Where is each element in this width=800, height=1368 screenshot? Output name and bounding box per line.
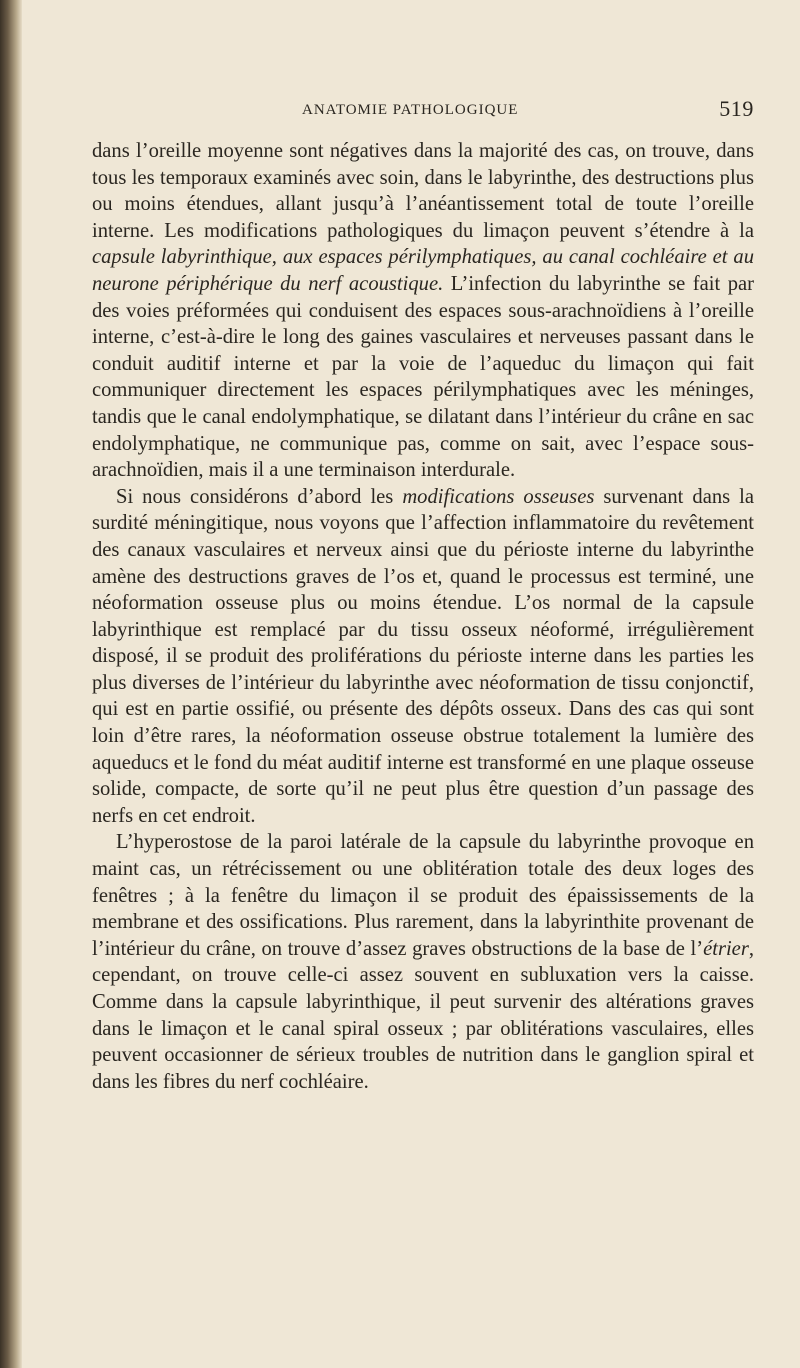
paragraph-1-text-b: L’infection du labyrinthe se fait par des voies préformées qui conduisent des espaces sous-arachnoïdiens à l’oreille interne, c’est-à-dire le long des gaines vasculaires et nerveuses passant dans le conduit auditif interne et par la voie de l’aqueduc du limaçon qui fait communiquer directement les espaces périlymphatiques avec les méninges, tandis que le canal endolymphatique, se dilatant dans l’intérieur du crâne en sac endolymphatique, ne communique pas, comme on sait, avec l’espace sous-arachnoïdien, mais il a une terminaison interdurale. [92, 272, 755, 482]
paragraph-1-text-a: dans l’oreille moyenne sont négatives dans la majorité des cas, on trouve, dans tous les temporaux examinés avec soin, dans le labyrinthe, des destructions plus ou moins étendues, allant jusqu’à l’anéantissement total de toute l’oreille interne. Les modifications pathologiques du limaçon peuvent s’étendre à la [92, 140, 754, 242]
running-title: ANATOMIE PATHOLOGIQUE [302, 102, 519, 118]
book-page [92, 96, 754, 1095]
running-header [92, 96, 754, 130]
paragraph-3-text-b: , cependant, on trouve celle-ci assez souvent en subluxation vers la caisse. Comme dans la capsule labyrinthique, il peut survenir des altérations graves dans le limaçon et le canal spiral osseux ; par oblitérations vasculaires, elles peuvent occasionner de sérieux troubles de nutrition dans le ganglion spiral et dans les fibres du nerf cochléaire. [92, 937, 754, 1093]
paragraph-3-italic: étrier [703, 937, 749, 960]
paragraph-2-text-b: survenant dans la surdité méningitique, nous voyons que l’affection inflammatoire du revêtement des canaux vasculaires et nerveux ainsi que du périoste interne du labyrinthe amène des destructions graves de l’os et, quand le processus est terminé, une néoformation osseuse plus ou moins étendue. L’os normal de la capsule labyrinthique est remplacé par du tissu osseux néoformé, irrégulièrement disposé, il se produit des proliférations du périoste interne dans les parties les plus diverses de l’intérieur du labyrinthe avec néoformation de tissu conjonctif, qui est en partie ossifié, ou présente des dépôts osseux. Dans des cas qui sont loin d’être rares, la néoformation osseuse obstrue totalement la lumière des aqueducs et le fond du méat auditif interne est transformé en une plaque osseuse solide, compacte, de sorte qu’il ne peut plus être question d’un passage des nerfs en cet endroit. [92, 485, 754, 827]
book-binding-shadow [0, 0, 22, 1368]
paragraph-3 [92, 829, 754, 1095]
paragraph-2-text-a: Si nous considérons d’abord les [116, 485, 403, 508]
body-text [92, 138, 754, 1095]
paragraph-1 [92, 138, 754, 484]
paragraph-1-italic: capsule labyrinthique, aux espaces périlymphatiques, au canal cochléaire et au neurone périphérique du nerf acoustique. [92, 246, 754, 295]
paragraph-3-text-a: L’hyperostose de la paroi latérale de la capsule du labyrinthe provoque en maint cas, un rétrécissement ou une oblitération totale des deux loges des fenêtres ; à la fenêtre du limaçon il se produit des épaississements de la membrane et des ossifications. Plus rarement, dans la labyrinthite provenant de l’intérieur du crâne, on trouve d’assez graves obstructions de la base de l’ [92, 831, 754, 960]
page-number: 519 [719, 96, 754, 121]
paragraph-2 [92, 484, 754, 830]
paragraph-2-italic: modifications osseuses [402, 485, 595, 508]
